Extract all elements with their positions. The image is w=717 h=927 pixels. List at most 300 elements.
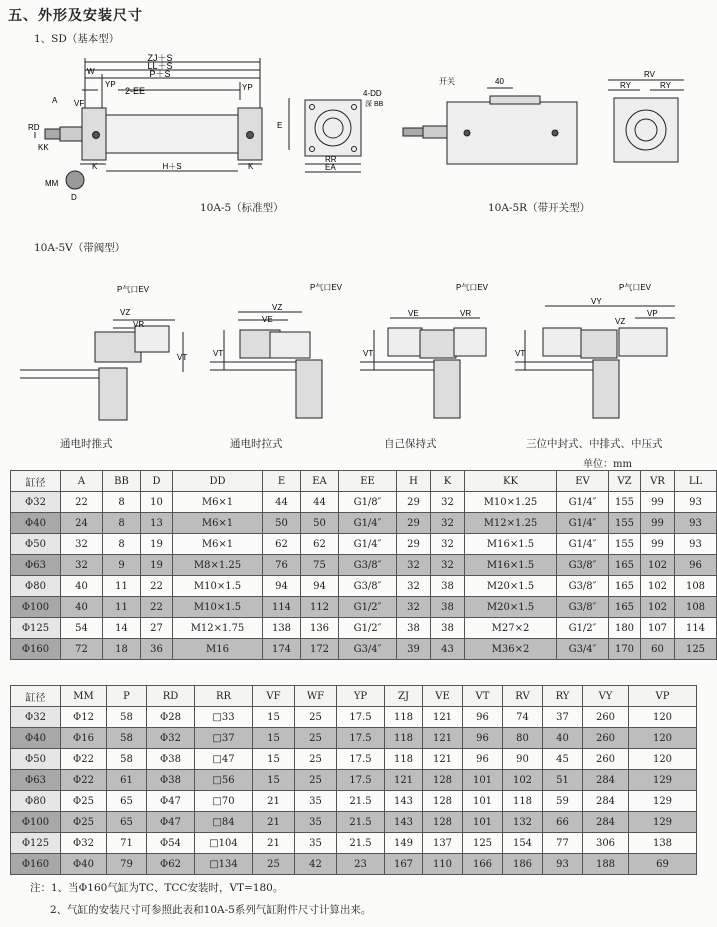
table-cell: 121: [423, 707, 463, 728]
table-cell: G1/4″: [339, 513, 397, 534]
table-header-cell: BB: [103, 471, 141, 492]
fig1-vt: VT: [177, 353, 188, 362]
dim-yp-right: YP: [242, 83, 253, 92]
table-cell: 149: [385, 833, 423, 854]
table-cell: 35: [295, 812, 337, 833]
table-cell: 93: [675, 492, 717, 513]
table-cell: G1/8″: [339, 492, 397, 513]
table-cell: Φ47: [147, 791, 195, 812]
table-cell: 174: [263, 639, 301, 660]
table-row: [11, 639, 717, 660]
fig4-vt: VT: [515, 349, 526, 358]
table-cell: 128: [423, 770, 463, 791]
table-cell: 260: [583, 749, 629, 770]
table-cell: 32: [431, 513, 465, 534]
table-header-cell: WF: [295, 686, 337, 707]
table-row: [11, 728, 697, 749]
table-cell: 51: [543, 770, 583, 791]
dim-d: D: [71, 193, 77, 202]
table-header-cell: VF: [253, 686, 295, 707]
table-cell: M8×1.25: [173, 555, 263, 576]
switch-cylinder-drawing: [395, 70, 585, 175]
bore-cell: Φ80: [11, 576, 61, 597]
dim-p-s: P＋S: [149, 69, 171, 79]
table-cell: M16×1.5: [465, 555, 557, 576]
table-cell: Φ54: [147, 833, 195, 854]
dim-rd: RD: [28, 123, 40, 132]
table-cell: G3/8″: [557, 576, 609, 597]
table-cell: 101: [463, 770, 503, 791]
table-cell: 8: [103, 492, 141, 513]
table-row: [11, 555, 717, 576]
table-cell: 40: [61, 576, 103, 597]
table-header-cell: DD: [173, 471, 263, 492]
table-cell: 35: [295, 833, 337, 854]
table-cell: 129: [629, 791, 697, 812]
table-cell: 94: [301, 576, 339, 597]
table-cell: 13: [141, 513, 173, 534]
table-cell: 21.5: [337, 791, 385, 812]
table-cell: M16: [173, 639, 263, 660]
table-cell: 71: [107, 833, 147, 854]
bore-cell: Φ40: [11, 513, 61, 534]
bore-cell: Φ63: [11, 555, 61, 576]
table-cell: Φ25: [61, 812, 107, 833]
table-cell: 25: [295, 707, 337, 728]
table-cell: 284: [583, 770, 629, 791]
table-cell: G1/2″: [339, 597, 397, 618]
table-cell: 54: [61, 618, 103, 639]
table-cell: 99: [641, 492, 675, 513]
table-cell: M20×1.5: [465, 576, 557, 597]
table-header-cell: VY: [583, 686, 629, 707]
table-cell: □84: [195, 812, 253, 833]
table-row: [11, 492, 717, 513]
table-cell: 155: [609, 513, 641, 534]
table-cell: 121: [385, 770, 423, 791]
table-cell: 93: [543, 854, 583, 875]
fig2-dim2: VE: [262, 315, 273, 324]
table-cell: 138: [629, 833, 697, 854]
table-cell: 172: [301, 639, 339, 660]
fig3-dim2: VR: [460, 309, 472, 318]
table-cell: 32: [397, 576, 431, 597]
table-cell: 39: [397, 639, 431, 660]
table-cell: 21: [253, 791, 295, 812]
dim-bb: 深 BB: [365, 101, 384, 108]
table-cell: 62: [263, 534, 301, 555]
table-cell: 96: [463, 707, 503, 728]
table-cell: Φ32: [61, 833, 107, 854]
table-cell: 23: [337, 854, 385, 875]
subsection-valve-type: 10A-5V（带阀型）: [34, 242, 126, 254]
caption-standard: 10A-5（标准型）: [200, 202, 284, 214]
table-cell: 44: [301, 492, 339, 513]
table-header-cell: A: [61, 471, 103, 492]
table-header-cell: RR: [195, 686, 253, 707]
table-cell: 166: [463, 854, 503, 875]
table-cell: 186: [503, 854, 543, 875]
table-cell: 125: [463, 833, 503, 854]
table-cell: M6×1: [173, 534, 263, 555]
table-cell: 114: [675, 618, 717, 639]
table-cell: 138: [263, 618, 301, 639]
bore-cell: Φ100: [11, 597, 61, 618]
table-cell: Φ28: [147, 707, 195, 728]
table-row: [11, 854, 697, 875]
fig2-dim1: VZ: [272, 303, 283, 312]
bore-cell: Φ160: [11, 854, 61, 875]
subsection-basic-type: 1、SD（基本型）: [34, 33, 120, 45]
label-switch: 开关: [439, 77, 455, 86]
table-cell: G1/2″: [339, 618, 397, 639]
dim-e: E: [277, 121, 283, 130]
table-row: [11, 707, 697, 728]
table-cell: M36×2: [465, 639, 557, 660]
table-cell: 93: [675, 513, 717, 534]
table-cell: 129: [629, 812, 697, 833]
table-cell: 102: [641, 576, 675, 597]
table-header-cell: VP: [629, 686, 697, 707]
table-cell: 110: [423, 854, 463, 875]
table-cell: 25: [295, 728, 337, 749]
table-cell: 137: [423, 833, 463, 854]
table-cell: 118: [385, 707, 423, 728]
table-cell: G3/8″: [557, 555, 609, 576]
table-cell: G3/4″: [557, 639, 609, 660]
dim-rr: RR: [325, 155, 337, 164]
table-cell: 38: [431, 597, 465, 618]
table-cell: 42: [295, 854, 337, 875]
table-cell: M6×1: [173, 492, 263, 513]
table-cell: 15: [253, 770, 295, 791]
table-cell: 128: [423, 791, 463, 812]
dimension-table-2: [10, 685, 697, 875]
dim-zj-s: ZJ＋S: [147, 53, 173, 63]
table-cell: 25: [295, 749, 337, 770]
table-header-cell: D: [141, 471, 173, 492]
table-cell: 32: [397, 555, 431, 576]
table-cell: 188: [583, 854, 629, 875]
note-1: 注：1、当Φ160气缸为TC、TCC安装时，VT=180。: [30, 882, 284, 894]
table-cell: 165: [609, 597, 641, 618]
table-cell: Φ32: [147, 728, 195, 749]
table-row: [11, 833, 697, 854]
table-header-cell: 缸径: [11, 471, 61, 492]
table-cell: 58: [107, 749, 147, 770]
table-cell: G1/4″: [557, 513, 609, 534]
table-cell: 74: [503, 707, 543, 728]
table-cell: 114: [263, 597, 301, 618]
table-cell: 136: [301, 618, 339, 639]
caption-self-hold: 自己保持式: [384, 438, 437, 450]
table-cell: 132: [503, 812, 543, 833]
table-cell: M20×1.5: [465, 597, 557, 618]
table-cell: G1/4″: [339, 534, 397, 555]
table-row: [11, 576, 717, 597]
table-cell: 102: [503, 770, 543, 791]
table-header-row: [11, 471, 717, 492]
table-cell: 118: [385, 749, 423, 770]
table-cell: 306: [583, 833, 629, 854]
table-cell: 14: [103, 618, 141, 639]
table-cell: 50: [263, 513, 301, 534]
bore-cell: Φ100: [11, 812, 61, 833]
fig4-dim2: VP: [647, 309, 658, 318]
table-cell: Φ25: [61, 791, 107, 812]
table-cell: 21.5: [337, 833, 385, 854]
table-cell: 108: [675, 576, 717, 597]
table-cell: 19: [141, 555, 173, 576]
table-cell: 17.5: [337, 770, 385, 791]
table-cell: 61: [107, 770, 147, 791]
bore-cell: Φ32: [11, 492, 61, 513]
table-cell: Φ47: [147, 812, 195, 833]
table-cell: 128: [423, 812, 463, 833]
table-row: [11, 597, 717, 618]
table-cell: 25: [295, 770, 337, 791]
table-cell: 284: [583, 812, 629, 833]
table-cell: 17.5: [337, 707, 385, 728]
table-cell: 165: [609, 576, 641, 597]
valve-fig-1: [15, 270, 188, 430]
table-cell: G1/2″: [557, 618, 609, 639]
valve-fig-3: [360, 270, 500, 430]
table-row: [11, 534, 717, 555]
table-cell: Φ62: [147, 854, 195, 875]
table-cell: 32: [431, 534, 465, 555]
table-cell: 118: [385, 728, 423, 749]
table-row: [11, 618, 717, 639]
bore-cell: Φ125: [11, 618, 61, 639]
standard-cylinder-drawing: [30, 50, 290, 200]
bore-cell: Φ160: [11, 639, 61, 660]
fig2-port: P气口EV: [310, 283, 343, 292]
table-header-cell: VT: [463, 686, 503, 707]
bore-cell: Φ125: [11, 833, 61, 854]
dimension-table-1: [10, 470, 717, 660]
table-cell: 99: [641, 513, 675, 534]
table-cell: Φ38: [147, 770, 195, 791]
table-cell: 45: [543, 749, 583, 770]
dim-k-right: K: [248, 162, 254, 171]
table-cell: 21.5: [337, 812, 385, 833]
bore-cell: Φ50: [11, 749, 61, 770]
dim-2ee: 2-EE: [125, 86, 146, 96]
table-cell: 65: [107, 812, 147, 833]
bore-cell: Φ32: [11, 707, 61, 728]
table-cell: 62: [301, 534, 339, 555]
table-cell: 79: [107, 854, 147, 875]
table-cell: □37: [195, 728, 253, 749]
table-cell: 112: [301, 597, 339, 618]
dim-kk: KK: [38, 143, 49, 152]
table-cell: □47: [195, 749, 253, 770]
dim-a: A: [52, 96, 58, 105]
table-header-cell: H: [397, 471, 431, 492]
table-cell: 260: [583, 707, 629, 728]
table-cell: 21: [253, 812, 295, 833]
table-cell: Φ22: [61, 770, 107, 791]
table-cell: 15: [253, 707, 295, 728]
table-cell: 32: [431, 492, 465, 513]
table-cell: 143: [385, 812, 423, 833]
table-cell: 58: [107, 728, 147, 749]
table-cell: □104: [195, 833, 253, 854]
note-2: 2、气缸的安装尺寸可参照此表和10A-5系列气缸附件尺寸计算出来。: [50, 904, 372, 916]
table-cell: M12×1.25: [465, 513, 557, 534]
table-cell: 8: [103, 513, 141, 534]
table-header-cell: VE: [423, 686, 463, 707]
table-header-cell: ZJ: [385, 686, 423, 707]
table-cell: 15: [253, 749, 295, 770]
table-header-cell: EA: [301, 471, 339, 492]
table-cell: 22: [141, 597, 173, 618]
table-cell: 9: [103, 555, 141, 576]
table-cell: 15: [253, 728, 295, 749]
table-cell: 284: [583, 791, 629, 812]
table-cell: 121: [423, 728, 463, 749]
table-cell: 36: [141, 639, 173, 660]
table-cell: 102: [641, 597, 675, 618]
table-cell: 32: [397, 597, 431, 618]
table-cell: 24: [61, 513, 103, 534]
table-cell: 99: [641, 534, 675, 555]
table-cell: 101: [463, 791, 503, 812]
table-cell: 38: [397, 618, 431, 639]
fig3-vt: VT: [363, 349, 374, 358]
table-cell: 44: [263, 492, 301, 513]
table-cell: 10: [141, 492, 173, 513]
table-cell: 38: [431, 618, 465, 639]
dim-ll-s: LL＋S: [147, 61, 173, 71]
table-cell: 93: [675, 534, 717, 555]
dim-rv: RV: [644, 70, 655, 79]
table-cell: M10×1.5: [173, 597, 263, 618]
table-cell: 155: [609, 534, 641, 555]
table-header-cell: VZ: [609, 471, 641, 492]
table-cell: 120: [629, 749, 697, 770]
fig1-dim2: VR: [133, 320, 145, 329]
caption-pull: 通电时拉式: [230, 438, 283, 450]
dim-ry-left: RY: [620, 81, 631, 90]
unit-label: 单位：mm: [583, 459, 632, 470]
table-cell: 29: [397, 534, 431, 555]
table-cell: 129: [629, 770, 697, 791]
table-cell: 165: [609, 555, 641, 576]
dim-w: W: [87, 67, 95, 76]
dim-ea: EA: [325, 163, 336, 172]
table-cell: 107: [641, 618, 675, 639]
table-header-cell: KK: [465, 471, 557, 492]
table-cell: G3/8″: [339, 555, 397, 576]
table-cell: 108: [675, 597, 717, 618]
fig4-dim3: VZ: [615, 317, 626, 326]
table-cell: 22: [61, 492, 103, 513]
table-header-row: [11, 686, 697, 707]
table-cell: 90: [503, 749, 543, 770]
table-header-cell: E: [263, 471, 301, 492]
dim-ry-right: RY: [660, 81, 671, 90]
table-cell: 94: [263, 576, 301, 597]
table-cell: □33: [195, 707, 253, 728]
table-cell: 77: [543, 833, 583, 854]
table-header-cell: RY: [543, 686, 583, 707]
table-cell: 155: [609, 492, 641, 513]
table-cell: 27: [141, 618, 173, 639]
table-cell: 101: [463, 812, 503, 833]
fig3-port: P气口EV: [456, 283, 489, 292]
table-cell: 118: [503, 791, 543, 812]
table-row: [11, 749, 697, 770]
end-view-drawing: [275, 80, 390, 180]
table-header-cell: RV: [503, 686, 543, 707]
table-cell: Φ12: [61, 707, 107, 728]
table-cell: M10×1.25: [465, 492, 557, 513]
table-cell: 65: [107, 791, 147, 812]
table-cell: 58: [107, 707, 147, 728]
table-cell: Φ16: [61, 728, 107, 749]
table-cell: 120: [629, 707, 697, 728]
table-row: [11, 791, 697, 812]
table-cell: 38: [431, 576, 465, 597]
table-row: [11, 812, 697, 833]
table-cell: 22: [141, 576, 173, 597]
table-header-cell: EE: [339, 471, 397, 492]
table-header-cell: P: [107, 686, 147, 707]
table-cell: Φ40: [61, 854, 107, 875]
table-cell: 43: [431, 639, 465, 660]
table-header-cell: MM: [61, 686, 107, 707]
table-cell: 32: [431, 555, 465, 576]
table-cell: 29: [397, 492, 431, 513]
table-cell: 19: [141, 534, 173, 555]
table-cell: 154: [503, 833, 543, 854]
table-cell: 11: [103, 576, 141, 597]
table-cell: 40: [543, 728, 583, 749]
fig3-dim1: VE: [408, 309, 419, 318]
table-cell: G1/4″: [557, 534, 609, 555]
caption-push: 通电时推式: [60, 438, 113, 450]
table-cell: M10×1.5: [173, 576, 263, 597]
table-cell: 80: [503, 728, 543, 749]
table-cell: 29: [397, 513, 431, 534]
table-cell: 21: [253, 833, 295, 854]
table-row: [11, 513, 717, 534]
table-cell: M16×1.5: [465, 534, 557, 555]
fig2-vt: VT: [213, 349, 224, 358]
fig1-dim1: VZ: [120, 308, 131, 317]
table-cell: 69: [629, 854, 697, 875]
table-cell: 143: [385, 791, 423, 812]
table-row: [11, 770, 697, 791]
table-cell: 102: [641, 555, 675, 576]
caption-switch: 10A-5R（带开关型）: [488, 202, 591, 214]
table-header-cell: RD: [147, 686, 195, 707]
table-cell: 18: [103, 639, 141, 660]
table-cell: M6×1: [173, 513, 263, 534]
table-cell: 11: [103, 597, 141, 618]
table-header-cell: 缸径: [11, 686, 61, 707]
table-cell: 17.5: [337, 728, 385, 749]
table-cell: 121: [423, 749, 463, 770]
fig4-port: P气口EV: [619, 283, 652, 292]
table-header-cell: EV: [557, 471, 609, 492]
switch-end-view: [600, 66, 692, 176]
valve-fig-2: [210, 270, 343, 430]
valve-fig-4: [515, 270, 695, 430]
table-cell: 260: [583, 728, 629, 749]
